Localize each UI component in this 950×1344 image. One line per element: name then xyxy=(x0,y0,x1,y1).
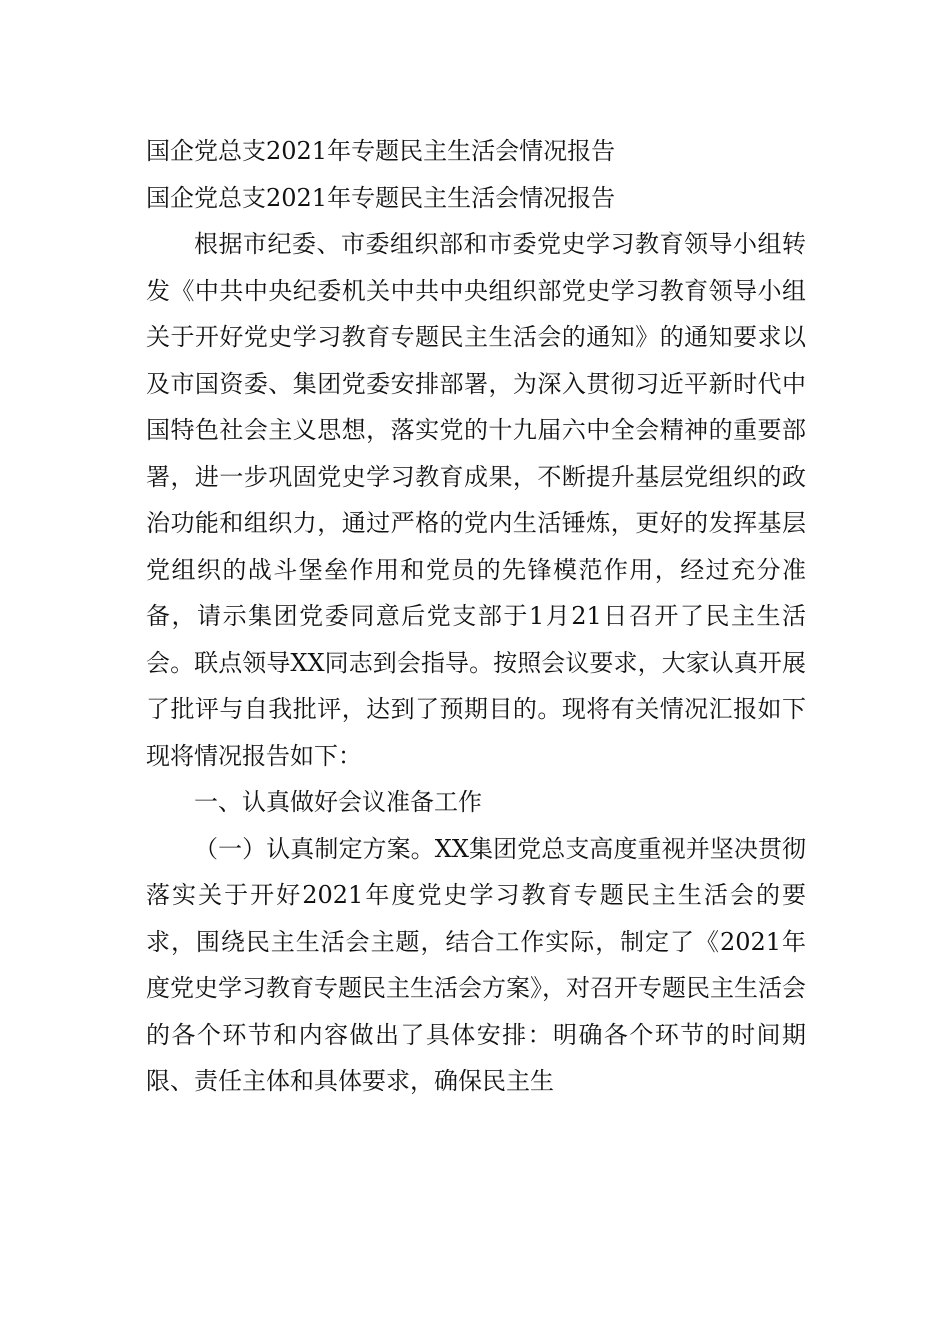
document-body xyxy=(146,128,806,1105)
section-1-heading: 一、认真做好会议准备工作 xyxy=(194,788,482,816)
intro-paragraph: 根据市纪委、市委组织部和市委党史学习教育领导小组转发《中共中央纪委机关中共中央组织部党史学习教育领导小组关于开好党史学习教育专题民主生活会的通知》的通知要求以及市国资委、集团党委安排部署，为深入贯彻习近平新时代中国特色社会主义思想，落实党的十九届六中全会精神的重要部署，进一步巩固党史学习教育成果，不断提升基层党组织的政治功能和组织力，通过严格的党内生活锤炼，更好的发挥基层党组织的战斗堡垒作用和党员的先锋模范作用，经过充分准备，请示集团党委同意后党支部于1月21日召开了民主生活会。联点领导XX同志到会指导。按照会议要求，大家认真开展了批评与自我批评，达到了预期目的。现将有关情况汇报如下现将情况报告如下： xyxy=(146,230,806,770)
document-subtitle: 国企党总支2021年专题民主生活会情况报告 xyxy=(146,183,616,212)
document-title: 国企党总支2021年专题民主生活会情况报告 xyxy=(146,137,616,165)
section-1-1-paragraph: （一）认真制定方案。XX集团党总支高度重视并坚决贯彻落实关于开好2021年度党史学习教育专题民主生活会的要求，围绕民主生活会主题，结合工作实际，制定了《2021年度党史学习教育专题民主生活会方案》，对召开专题民主生活会的各个环节和内容做出了具体安排：明确各个环节的时间期限、责任主体和具体要求，确保民主生 xyxy=(146,834,806,1095)
